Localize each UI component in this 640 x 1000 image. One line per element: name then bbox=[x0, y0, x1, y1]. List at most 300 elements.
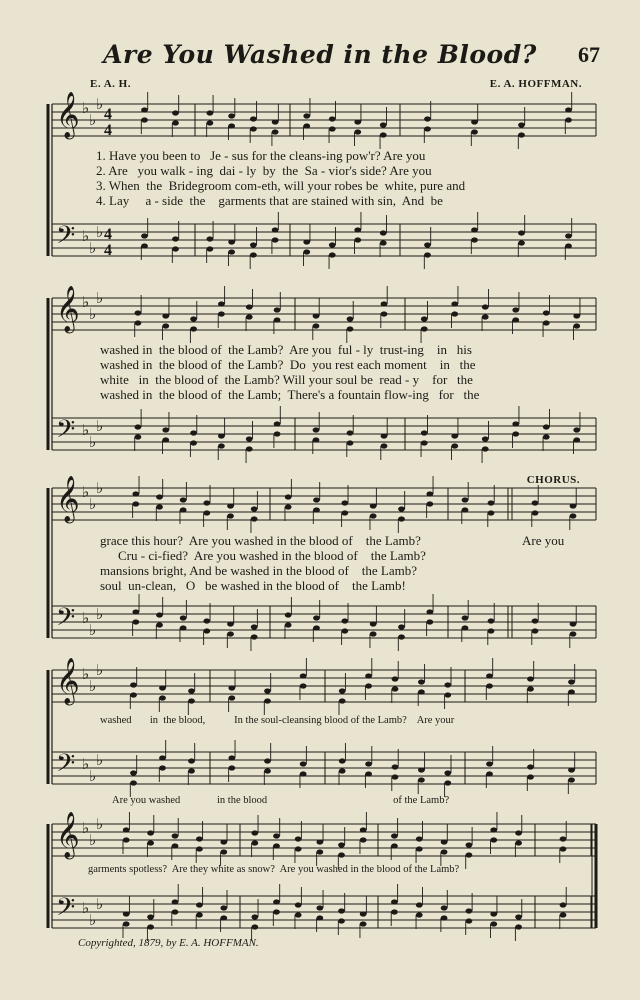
note-head bbox=[560, 902, 567, 907]
flat-icon: ♭ bbox=[82, 667, 90, 683]
note-head bbox=[347, 316, 354, 321]
note-head bbox=[543, 424, 550, 429]
time-signature: 4 bbox=[104, 242, 112, 259]
note-head bbox=[141, 233, 148, 238]
flat-icon: ♭ bbox=[82, 901, 90, 917]
note-head bbox=[512, 307, 519, 312]
note-head bbox=[251, 840, 258, 845]
flat-icon: ♭ bbox=[96, 291, 104, 307]
note-head bbox=[180, 497, 187, 502]
treble-clef-icon: 𝄞 bbox=[56, 658, 80, 704]
note-head bbox=[147, 830, 154, 835]
note-head bbox=[380, 122, 387, 127]
note-head bbox=[228, 755, 235, 760]
note-head bbox=[190, 326, 197, 331]
note-head bbox=[490, 921, 497, 926]
bass-staff bbox=[52, 224, 596, 256]
bass-clef-icon: 𝄢 bbox=[56, 749, 76, 784]
note-head bbox=[273, 909, 280, 914]
note-head bbox=[190, 440, 197, 445]
note-head bbox=[203, 500, 210, 505]
note-head bbox=[313, 507, 320, 512]
note-head bbox=[381, 433, 388, 438]
note-head bbox=[370, 503, 377, 508]
note-head bbox=[147, 914, 154, 919]
time-signature: 4 bbox=[104, 226, 112, 243]
note-head bbox=[274, 421, 281, 426]
bass-staff bbox=[52, 896, 596, 928]
flat-icon: ♭ bbox=[96, 663, 104, 679]
flat-icon: ♭ bbox=[89, 241, 97, 257]
note-head bbox=[543, 310, 550, 315]
note-head bbox=[338, 908, 345, 913]
flat-icon: ♭ bbox=[89, 913, 97, 929]
treble-staff bbox=[52, 104, 596, 136]
note-head bbox=[490, 837, 497, 842]
note-head bbox=[338, 852, 345, 857]
note-head bbox=[132, 609, 139, 614]
chorus-lyric-line: garments spotless? Are they white as snow? Are you washed in the blood of the Lamb? bbox=[88, 864, 460, 875]
note-head bbox=[264, 768, 271, 773]
chorus-label: CHORUS. bbox=[526, 474, 580, 486]
verse-line: washed in the blood of the Lamb? Do you rest each moment in the bbox=[100, 357, 476, 372]
verse-line: washed in the blood of the Lamb; There's a fountain flow-ing for the bbox=[100, 387, 480, 402]
note-head bbox=[360, 921, 367, 926]
note-head bbox=[573, 323, 580, 328]
flat-icon: ♭ bbox=[96, 753, 104, 769]
note-head bbox=[341, 510, 348, 515]
note-head bbox=[220, 915, 227, 920]
note-head bbox=[486, 673, 493, 678]
note-head bbox=[527, 686, 534, 691]
note-head bbox=[300, 771, 307, 776]
note-head bbox=[512, 421, 519, 426]
note-head bbox=[490, 911, 497, 916]
note-head bbox=[264, 688, 271, 693]
note-head bbox=[159, 685, 166, 690]
note-head bbox=[466, 852, 473, 857]
note-head bbox=[228, 249, 235, 254]
verse-line: Cru - ci-fied? Are you washed in the blood of the Lamb? bbox=[118, 548, 426, 563]
note-head bbox=[300, 761, 307, 766]
note-head bbox=[568, 679, 575, 684]
note-head bbox=[462, 507, 469, 512]
note-head bbox=[462, 625, 469, 630]
note-head bbox=[251, 516, 258, 521]
note-head bbox=[132, 619, 139, 624]
note-head bbox=[398, 634, 405, 639]
note-head bbox=[329, 252, 336, 257]
note-head bbox=[488, 510, 495, 515]
note-head bbox=[251, 830, 258, 835]
note-head bbox=[424, 242, 431, 247]
note-head bbox=[451, 443, 458, 448]
note-head bbox=[543, 434, 550, 439]
flat-icon: ♭ bbox=[96, 897, 104, 913]
copyright-notice: Copyrighted, 1879, by E. A. HOFFMAN. bbox=[78, 937, 259, 949]
note-head bbox=[156, 612, 163, 617]
note-head bbox=[329, 126, 336, 131]
note-head bbox=[313, 323, 320, 328]
note-head bbox=[360, 827, 367, 832]
note-head bbox=[365, 683, 372, 688]
note-head bbox=[471, 119, 478, 124]
note-head bbox=[365, 761, 372, 766]
note-head bbox=[347, 430, 354, 435]
verse-line: 1. Have you been to Je - sus for the cleans-ing pow'r? Are you bbox=[96, 148, 426, 163]
note-head bbox=[228, 765, 235, 770]
note-head bbox=[251, 624, 258, 629]
note-head bbox=[227, 503, 234, 508]
note-head bbox=[515, 830, 522, 835]
note-head bbox=[565, 107, 572, 112]
note-head bbox=[512, 317, 519, 322]
note-head bbox=[490, 827, 497, 832]
note-head bbox=[360, 911, 367, 916]
note-head bbox=[274, 307, 281, 312]
note-head bbox=[162, 323, 169, 328]
bass-clef-icon: 𝄢 bbox=[56, 415, 76, 450]
note-head bbox=[354, 129, 361, 134]
note-head bbox=[273, 843, 280, 848]
note-head bbox=[392, 686, 399, 691]
note-head bbox=[159, 755, 166, 760]
note-head bbox=[370, 621, 377, 626]
note-head bbox=[570, 621, 577, 626]
note-head bbox=[172, 909, 179, 914]
note-head bbox=[451, 301, 458, 306]
note-head bbox=[486, 761, 493, 766]
note-head bbox=[156, 504, 163, 509]
note-head bbox=[162, 313, 169, 318]
note-head bbox=[272, 119, 279, 124]
note-head bbox=[285, 622, 292, 627]
note-head bbox=[441, 839, 448, 844]
note-head bbox=[341, 500, 348, 505]
flat-icon: ♭ bbox=[82, 611, 90, 627]
note-head bbox=[424, 116, 431, 121]
note-head bbox=[285, 612, 292, 617]
note-head bbox=[560, 836, 567, 841]
note-head bbox=[218, 443, 225, 448]
bass-staff bbox=[52, 752, 596, 784]
note-head bbox=[543, 320, 550, 325]
note-head bbox=[573, 437, 580, 442]
note-head bbox=[354, 237, 361, 242]
note-head bbox=[482, 314, 489, 319]
bass-clef-icon: 𝄢 bbox=[56, 603, 76, 638]
note-head bbox=[130, 692, 137, 697]
note-head bbox=[441, 849, 448, 854]
note-head bbox=[206, 120, 213, 125]
note-head bbox=[251, 506, 258, 511]
note-head bbox=[418, 679, 425, 684]
note-head bbox=[471, 227, 478, 232]
note-head bbox=[159, 695, 166, 700]
note-head bbox=[515, 914, 522, 919]
flat-icon: ♭ bbox=[96, 481, 104, 497]
flat-icon: ♭ bbox=[89, 833, 97, 849]
verse-line: grace this hour? Are you washed in the blood of the Lamb? bbox=[100, 533, 421, 548]
note-head bbox=[365, 673, 372, 678]
note-head bbox=[196, 846, 203, 851]
flat-icon: ♭ bbox=[89, 307, 97, 323]
note-head bbox=[488, 500, 495, 505]
note-head bbox=[471, 237, 478, 242]
composer-credit: E. A. HOFFMAN. bbox=[489, 78, 582, 90]
note-head bbox=[313, 615, 320, 620]
note-head bbox=[190, 430, 197, 435]
note-head bbox=[246, 446, 253, 451]
note-head bbox=[482, 446, 489, 451]
note-head bbox=[444, 682, 451, 687]
note-head bbox=[532, 628, 539, 633]
note-head bbox=[273, 833, 280, 838]
note-head bbox=[392, 764, 399, 769]
note-head bbox=[451, 311, 458, 316]
note-head bbox=[482, 304, 489, 309]
note-head bbox=[512, 431, 519, 436]
flat-icon: ♭ bbox=[82, 101, 90, 117]
note-head bbox=[135, 320, 142, 325]
note-head bbox=[300, 673, 307, 678]
note-head bbox=[568, 777, 575, 782]
note-head bbox=[381, 311, 388, 316]
note-head bbox=[273, 899, 280, 904]
time-signature: 4 bbox=[104, 106, 112, 123]
note-head bbox=[196, 836, 203, 841]
treble-clef-icon: 𝄞 bbox=[56, 92, 80, 138]
note-head bbox=[188, 698, 195, 703]
note-head bbox=[295, 836, 302, 841]
note-head bbox=[532, 618, 539, 623]
note-head bbox=[441, 915, 448, 920]
note-head bbox=[228, 113, 235, 118]
note-head bbox=[380, 240, 387, 245]
note-head bbox=[172, 843, 179, 848]
note-head bbox=[303, 123, 310, 128]
note-head bbox=[251, 914, 258, 919]
note-head bbox=[466, 908, 473, 913]
note-head bbox=[220, 839, 227, 844]
treble-clef-icon: 𝄞 bbox=[56, 476, 80, 522]
note-head bbox=[421, 430, 428, 435]
note-head bbox=[418, 777, 425, 782]
note-head bbox=[568, 767, 575, 772]
note-head bbox=[482, 436, 489, 441]
note-head bbox=[316, 849, 323, 854]
note-head bbox=[132, 501, 139, 506]
note-head bbox=[515, 924, 522, 929]
treble-staff bbox=[52, 298, 596, 330]
note-head bbox=[518, 122, 525, 127]
note-head bbox=[180, 625, 187, 630]
flat-icon: ♭ bbox=[96, 225, 104, 241]
note-head bbox=[451, 433, 458, 438]
note-head bbox=[421, 440, 428, 445]
note-head bbox=[339, 688, 346, 693]
note-head bbox=[218, 311, 225, 316]
note-head bbox=[250, 126, 257, 131]
note-head bbox=[518, 132, 525, 137]
note-head bbox=[339, 768, 346, 773]
note-head bbox=[338, 918, 345, 923]
note-head bbox=[172, 110, 179, 115]
note-head bbox=[196, 912, 203, 917]
note-head bbox=[329, 242, 336, 247]
note-head bbox=[391, 899, 398, 904]
note-head bbox=[341, 628, 348, 633]
note-head bbox=[360, 837, 367, 842]
note-head bbox=[527, 764, 534, 769]
note-head bbox=[339, 698, 346, 703]
note-head bbox=[220, 849, 227, 854]
note-head bbox=[532, 500, 539, 505]
flat-icon: ♭ bbox=[82, 821, 90, 837]
verse-line: 4. Lay a - side the garments that are stained with sin, And be bbox=[96, 193, 443, 208]
note-head bbox=[123, 837, 130, 842]
treble-staff bbox=[52, 824, 596, 856]
note-head bbox=[339, 758, 346, 763]
note-head bbox=[251, 924, 258, 929]
note-head bbox=[250, 252, 257, 257]
note-head bbox=[206, 110, 213, 115]
note-head bbox=[347, 440, 354, 445]
verse-line: 2. Are you walk - ing dai - ly by the Sa - vior's side? Are you bbox=[96, 163, 432, 178]
note-head bbox=[246, 436, 253, 441]
note-head bbox=[416, 912, 423, 917]
flat-icon: ♭ bbox=[89, 435, 97, 451]
note-head bbox=[141, 117, 148, 122]
note-head bbox=[303, 239, 310, 244]
note-head bbox=[123, 911, 130, 916]
hymn-title: Are You Washed in the Blood? bbox=[103, 40, 537, 69]
chorus-lyric-line: washed in the blood, In the soul-cleansing blood of the Lamb? Are your bbox=[100, 715, 455, 726]
note-head bbox=[398, 624, 405, 629]
note-head bbox=[381, 443, 388, 448]
flat-icon: ♭ bbox=[82, 295, 90, 311]
note-head bbox=[264, 758, 271, 763]
note-head bbox=[220, 905, 227, 910]
note-head bbox=[565, 243, 572, 248]
note-head bbox=[172, 899, 179, 904]
note-head bbox=[515, 840, 522, 845]
time-signature: 4 bbox=[104, 122, 112, 139]
treble-clef-icon: 𝄞 bbox=[56, 812, 80, 858]
note-head bbox=[272, 129, 279, 134]
note-head bbox=[565, 233, 572, 238]
note-head bbox=[203, 628, 210, 633]
note-head bbox=[471, 129, 478, 134]
verse-line: 3. When the Bridegroom com-eth, will your robes be white, pure and bbox=[96, 178, 466, 193]
note-head bbox=[316, 839, 323, 844]
note-head bbox=[141, 243, 148, 248]
note-head bbox=[416, 846, 423, 851]
note-head bbox=[141, 107, 148, 112]
treble-clef-icon: 𝄞 bbox=[56, 286, 80, 332]
note-head bbox=[130, 780, 137, 785]
note-head bbox=[250, 242, 257, 247]
note-head bbox=[303, 249, 310, 254]
note-head bbox=[462, 615, 469, 620]
flat-icon: ♭ bbox=[89, 769, 97, 785]
note-head bbox=[228, 123, 235, 128]
note-head bbox=[347, 326, 354, 331]
note-head bbox=[380, 230, 387, 235]
note-head bbox=[418, 767, 425, 772]
note-head bbox=[147, 840, 154, 845]
note-head bbox=[123, 921, 130, 926]
note-head bbox=[135, 424, 142, 429]
note-head bbox=[285, 504, 292, 509]
note-head bbox=[462, 497, 469, 502]
note-head bbox=[274, 431, 281, 436]
flat-icon: ♭ bbox=[82, 423, 90, 439]
note-head bbox=[532, 510, 539, 515]
note-head bbox=[341, 618, 348, 623]
note-head bbox=[488, 618, 495, 623]
note-head bbox=[527, 676, 534, 681]
note-head bbox=[573, 313, 580, 318]
note-head bbox=[573, 427, 580, 432]
note-head bbox=[172, 236, 179, 241]
note-head bbox=[274, 317, 281, 322]
note-head bbox=[156, 622, 163, 627]
flat-icon: ♭ bbox=[96, 607, 104, 623]
note-head bbox=[159, 765, 166, 770]
note-head bbox=[391, 909, 398, 914]
note-head bbox=[316, 915, 323, 920]
note-head bbox=[418, 689, 425, 694]
note-head bbox=[570, 503, 577, 508]
note-head bbox=[135, 310, 142, 315]
note-head bbox=[285, 494, 292, 499]
note-head bbox=[203, 618, 210, 623]
note-head bbox=[565, 117, 572, 122]
note-head bbox=[486, 683, 493, 688]
note-head bbox=[300, 683, 307, 688]
note-head bbox=[329, 116, 336, 121]
verse-line: washed in the blood of the Lamb? Are you ful - ly trust-ing in his bbox=[100, 342, 472, 357]
flat-icon: ♭ bbox=[89, 113, 97, 129]
note-head bbox=[338, 842, 345, 847]
note-head bbox=[272, 237, 279, 242]
note-head bbox=[188, 688, 195, 693]
note-head bbox=[421, 326, 428, 331]
note-head bbox=[488, 628, 495, 633]
note-head bbox=[295, 846, 302, 851]
note-head bbox=[162, 427, 169, 432]
note-head bbox=[295, 902, 302, 907]
flat-icon: ♭ bbox=[96, 419, 104, 435]
note-head bbox=[218, 433, 225, 438]
note-head bbox=[130, 770, 137, 775]
note-head bbox=[227, 631, 234, 636]
note-head bbox=[190, 316, 197, 321]
note-head bbox=[354, 227, 361, 232]
note-head bbox=[466, 918, 473, 923]
bass-clef-icon: 𝄢 bbox=[56, 893, 76, 928]
note-head bbox=[196, 902, 203, 907]
note-head bbox=[365, 771, 372, 776]
note-head bbox=[206, 236, 213, 241]
note-head bbox=[316, 905, 323, 910]
note-head bbox=[313, 625, 320, 630]
note-head bbox=[570, 631, 577, 636]
note-head bbox=[227, 513, 234, 518]
verse-line: mansions bright, And be washed in the blood of the Lamb? bbox=[100, 563, 418, 578]
note-head bbox=[416, 902, 423, 907]
